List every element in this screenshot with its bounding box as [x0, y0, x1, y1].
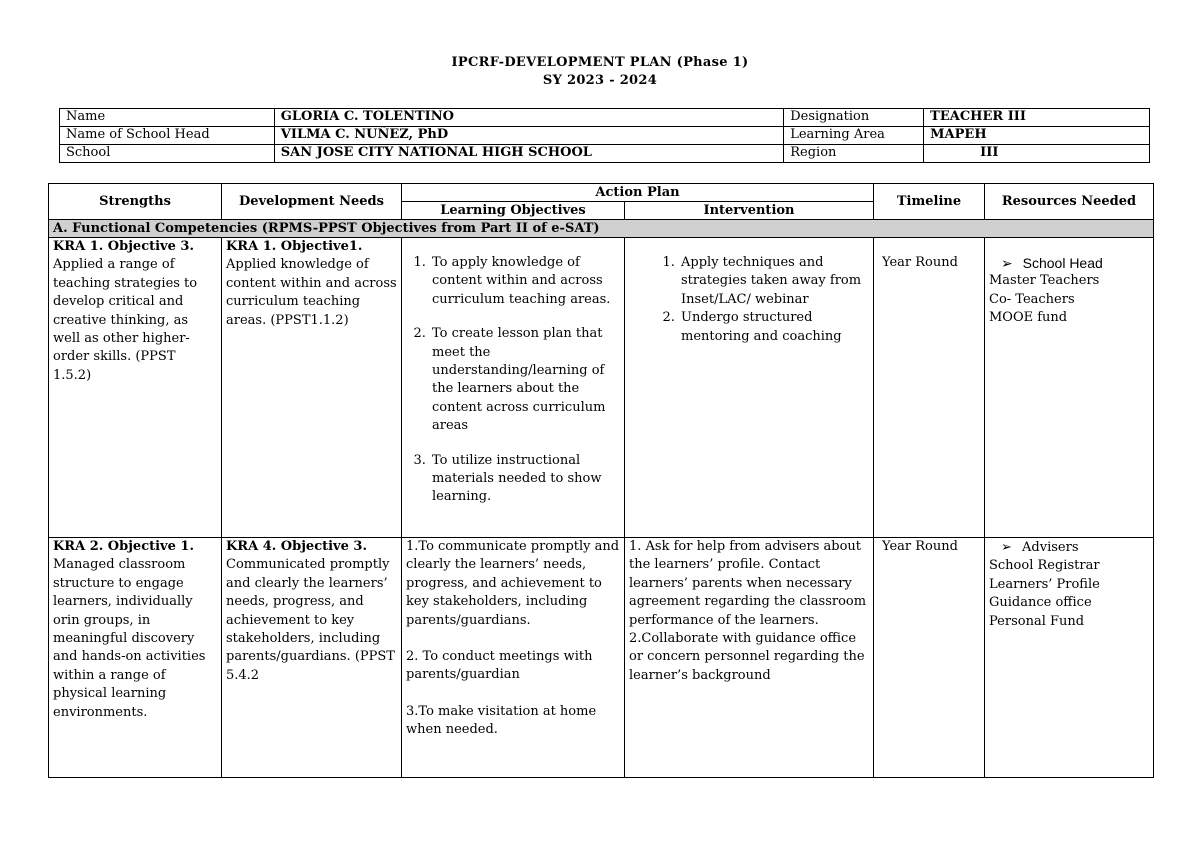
intervention-item: 1. Apply techniques and strategies taken away from Inset/LAC/ webinar [679, 254, 869, 309]
intervention-item: 2.Collaborate with guidance office or concern personnel regarding the learner’s background [629, 631, 865, 683]
action-plan-header: Action Plan [402, 184, 874, 202]
strength-title: KRA 1. Objective 3. [53, 239, 194, 254]
resource-item: Guidance office [989, 595, 1092, 611]
intervention-cell [625, 538, 874, 778]
resource-first: Advisers [1022, 540, 1079, 555]
strengths-header: Strengths [49, 184, 222, 220]
objective-item: 1.To communicate promptly and clearly the learners’ needs, progress, and achievement to key stakeholders, including parents/guardians. [406, 539, 620, 628]
intervention-item: 2. Undergo structured mentoring and coaching [679, 309, 869, 346]
region-label: Region [784, 145, 924, 163]
name-label: Name [60, 109, 275, 127]
resources-cell [985, 238, 1154, 538]
resource-item: Co- Teachers [989, 291, 1075, 307]
need-title: KRA 4. Objective 3. [226, 539, 367, 554]
development-plan-table [48, 183, 1154, 778]
designation-value: TEACHER III [924, 109, 1150, 127]
learning-area-label: Learning Area [784, 127, 924, 145]
resource-item: Personal Fund [989, 613, 1085, 629]
strength-text: Applied a range of teaching strategies to develop critical and creative thinking, as well as other higher-order skills. (PPST 1.5.2) [53, 257, 198, 383]
school-head-label: Name of School Head [60, 127, 275, 145]
resource-first: School Head [1022, 255, 1103, 271]
need-title: KRA 1. Objective1. [226, 239, 363, 254]
objective-item: 2. To create lesson plan that meet the understanding/learning of the learners about the content across curriculum areas [430, 325, 620, 435]
learning-area-value: MAPEH [924, 127, 1150, 145]
table-row [49, 538, 1154, 778]
need-text: Communicated promptly and clearly the learners’ needs, progress, and achievement to key stakeholders, including parents/guardians. (PPST 5.4.2 [226, 557, 395, 683]
school-value: SAN JOSE CITY NATIONAL HIGH SCHOOL [274, 145, 783, 163]
objective-item: 3. To utilize instructional materials needed to show learning. [430, 452, 620, 507]
intervention-cell [625, 238, 874, 538]
school-year: SY 2023 - 2024 [542, 73, 658, 88]
need-text: Applied knowledge of content within and across curriculum teaching areas. (PPST1.1.2) [226, 257, 397, 328]
school-label: School [60, 145, 275, 163]
resource-item: School Registrar [989, 558, 1100, 574]
intervention-item: 1. Ask for help from advisers about the learners’ profile. Contact learners’ parents when necessary agreement regarding the classroom performance of the learners. [629, 539, 867, 628]
section-a-heading: A. Functional Competencies (RPMS-PPST Objectives from Part II of e-SAT) [49, 220, 1154, 238]
learning-objectives-header: Learning Objectives [402, 202, 625, 220]
timeline-header: Timeline [874, 184, 985, 220]
arrow-bullet-icon: ➢ [1001, 255, 1013, 271]
timeline-cell: Year Round [874, 538, 985, 778]
objective-item: 3.To make visitation at home when needed. [406, 703, 597, 738]
strength-cell [49, 238, 222, 538]
school-head-value: VILMA C. NUÑEZ, PhD [274, 127, 783, 145]
info-table [59, 108, 1150, 163]
designation-label: Designation [784, 109, 924, 127]
region-value: III [924, 145, 1150, 163]
arrow-bullet-icon: ➢ [1001, 539, 1012, 554]
strength-title: KRA 2. Objective 1. [53, 539, 194, 554]
timeline-cell: Year Round [874, 238, 985, 538]
strength-cell [49, 538, 222, 778]
objectives-cell [402, 538, 625, 778]
strength-text: Managed classroom structure to engage learners, individually orin groups, in meaningful discovery and hands-on activities within a range of physical learning environments. [53, 557, 206, 720]
objectives-cell [402, 238, 625, 538]
objective-item: 2. To conduct meetings with parents/guardian [406, 649, 593, 683]
table-row [49, 238, 1154, 538]
resource-item: MOOE fund [989, 310, 1068, 326]
resource-item: Learners’ Profile [989, 576, 1100, 592]
intervention-header: Intervention [625, 202, 874, 220]
resource-item: Master Teachers [989, 273, 1100, 289]
resources-cell [985, 538, 1154, 778]
page-title: IPCRF-DEVELOPMENT PLAN (Phase 1) [451, 55, 749, 70]
development-needs-header: Development Needs [222, 184, 402, 220]
objective-item: 1. To apply knowledge of content within and across curriculum teaching areas. [430, 254, 620, 309]
resources-header: Resources Needed [985, 184, 1154, 220]
name-value: GLORIA C. TOLENTINO [274, 109, 783, 127]
need-cell [222, 538, 402, 778]
need-cell [222, 238, 402, 538]
